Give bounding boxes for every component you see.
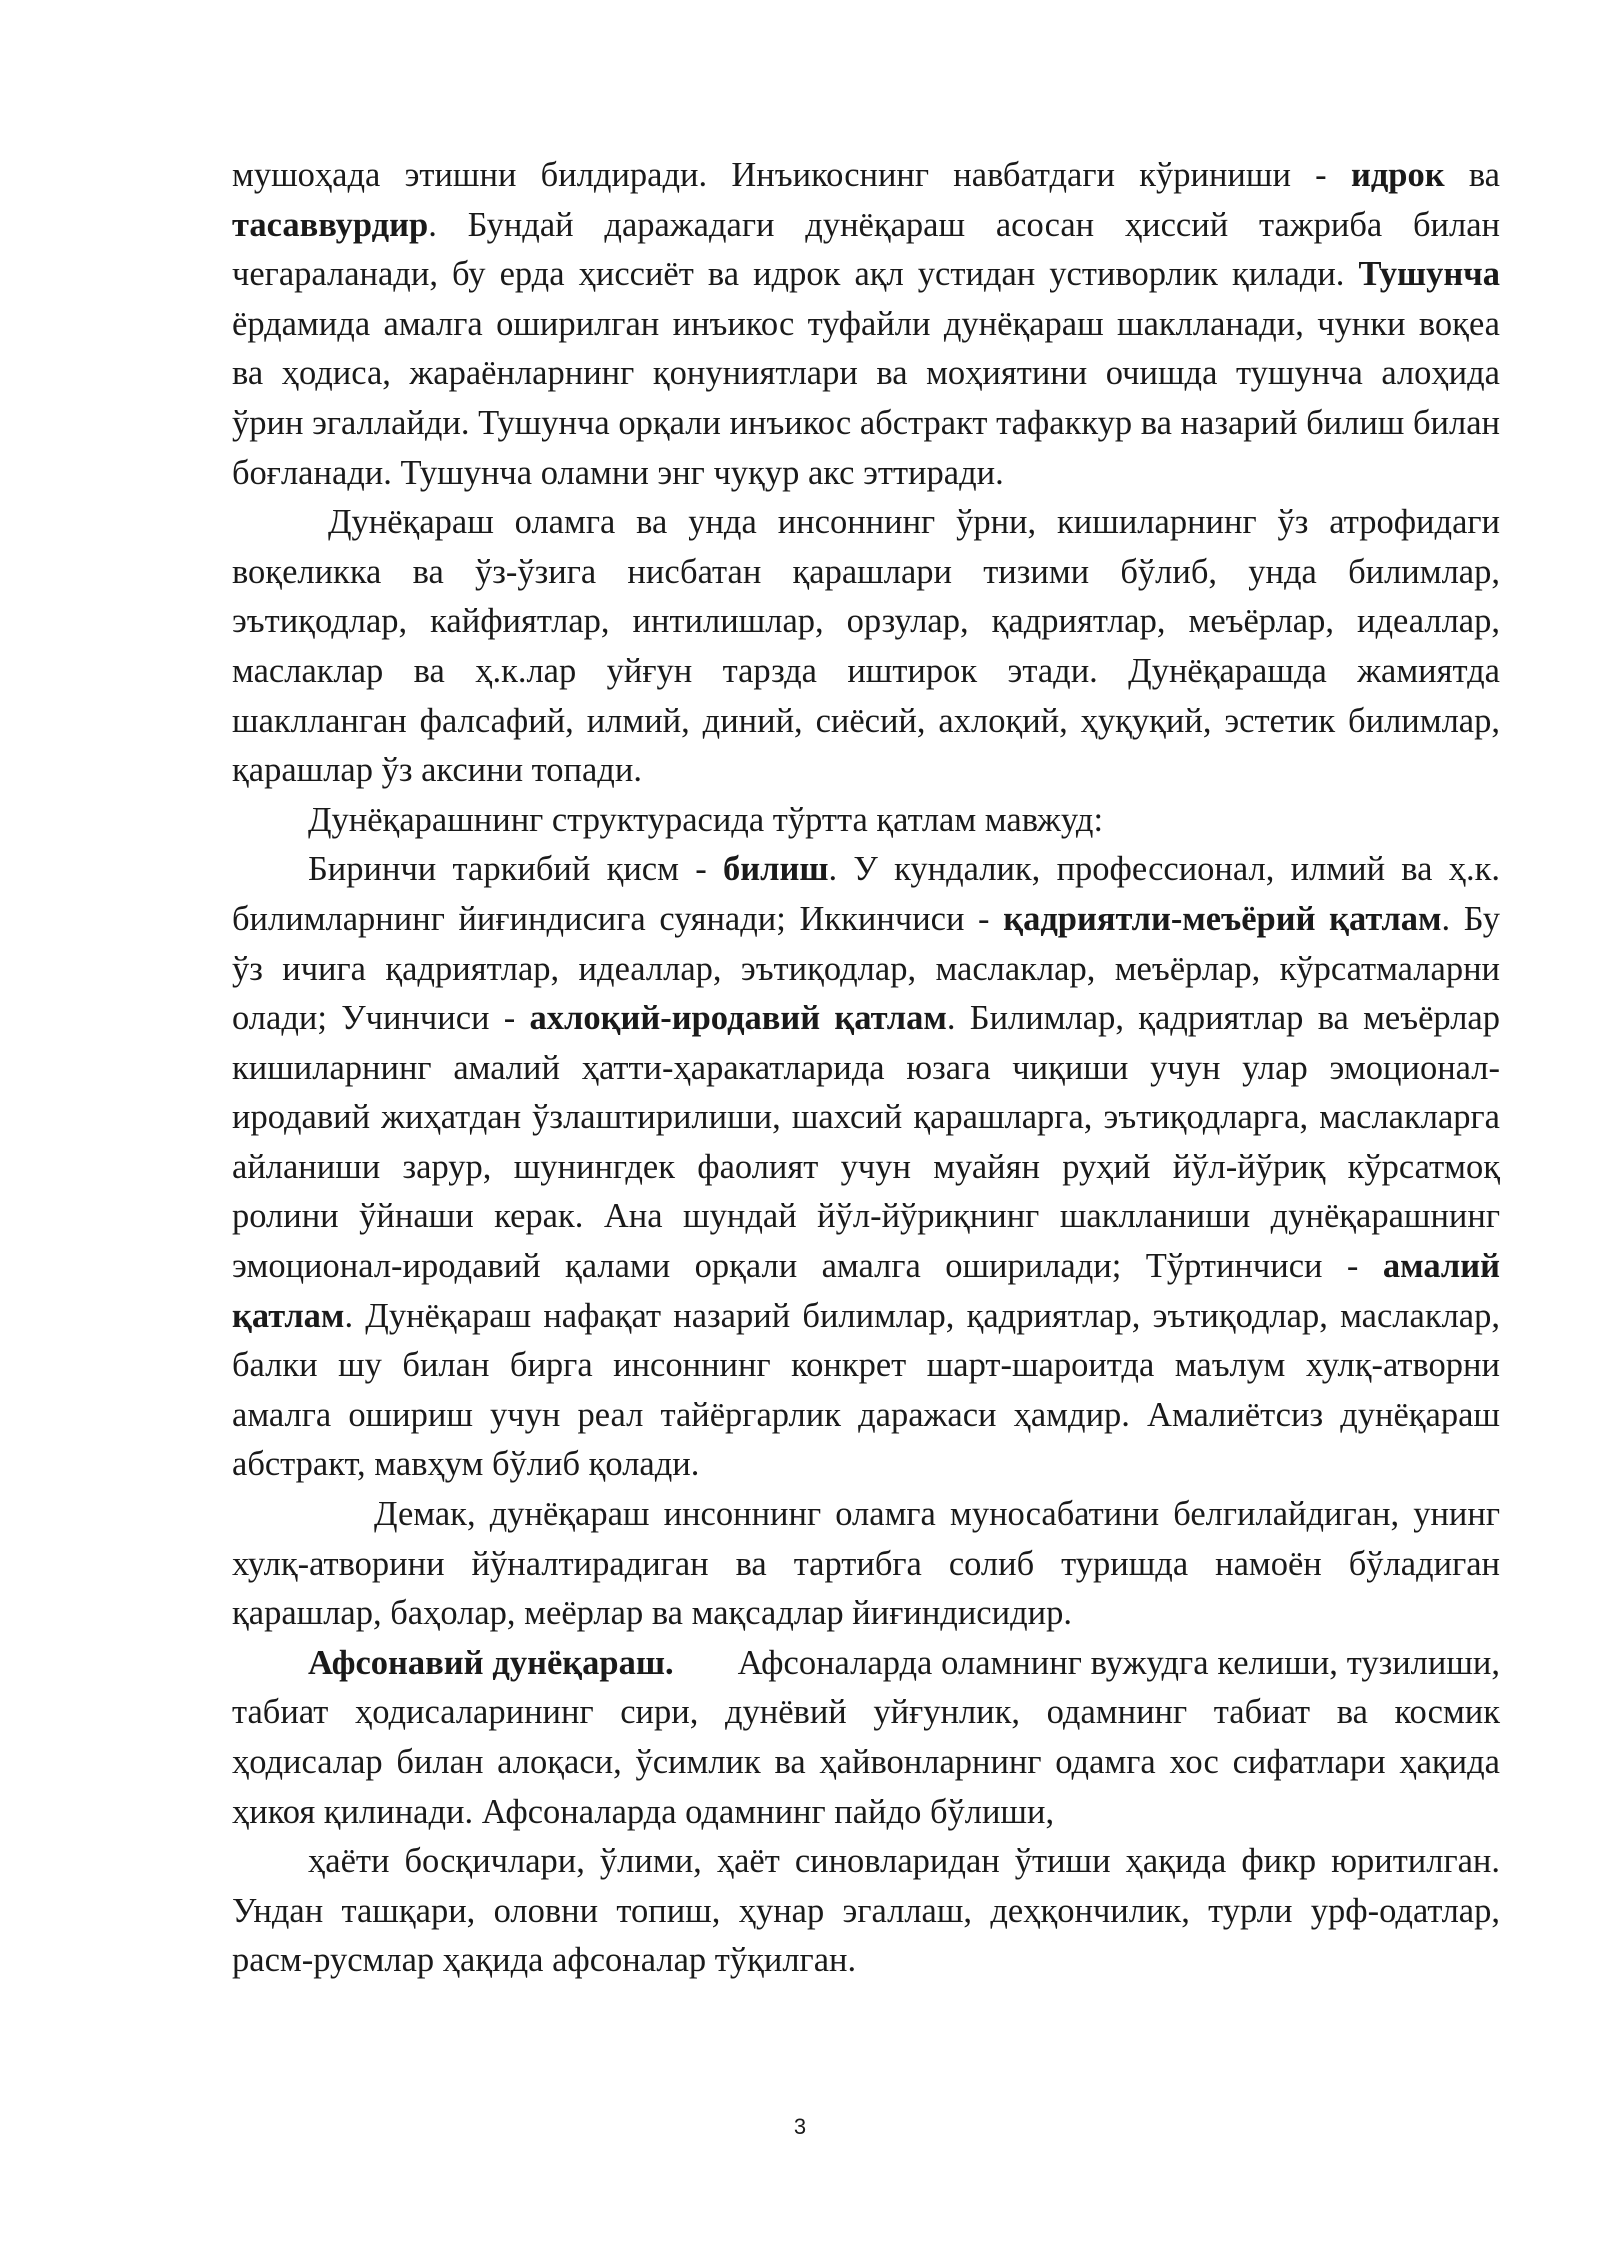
paragraph-2 [232, 498, 1500, 796]
text-run: . У кундалик, профессионал, илмий ва ҳ.к. билимларнинг йиғиндисига суянади; Иккинчиси - [232, 850, 1500, 938]
bold-term-idrok: идрок [1350, 156, 1445, 194]
paragraph-1 [232, 151, 1500, 498]
text-run: Дунёқараш оламга ва унда инсоннинг ўрни, кишиларнинг ўз атрофидаги воқеликка ва ўз-ўзига нисбатан қарашлари тизими бўлиб, унда билимлар, эътиқодлар, кайфиятлар, интилишлар, орзулар, қадриятлар, меъёрлар, идеаллар, маслаклар ва ҳ.к.лар уйғун тарзда иштирок этади. Дунёқарашда жамиятда шаклланган фалсафий, илмий, диний, сиёсий, ахлоқий, ҳуқуқий, эстетик билимлар, қарашлар ўз аксини топади. [232, 503, 1500, 790]
text-run: ҳаёти босқичлари, ўлими, ҳаёт синовларидан ўтиши ҳақида фикр юритилган. Ундан ташқари, оловни топиш, ҳунар эгаллаш, деҳқончилик, турли урф-одатлар, расм-русмлар ҳақида афсоналар тўқилган. [232, 1842, 1500, 1980]
text-run: ёрдамида амалга оширилган инъикос туфайли дунёқараш шаклланади, чунки воқеа ва ҳодиса, жараёнларнинг қонуниятлари ва моҳиятини очишда тушунча алоҳида ўрин эгаллайди. Тушунча орқали инъикос абстракт тафаккур ва назарий билиш билан боғланади. Тушунча оламни энг чуқур акс эттиради. [232, 304, 1500, 492]
text-run: . Билимлар, қадриятлар ва меъёрлар кишиларнинг амалий ҳатти-ҳаракатларида юзага чиқиши учун улар эмоционал-иродавий жиҳатдан ўзлаштирилиши, шахсий қарашларга, эътиқодларга, маслакларга айланиши зарур, шунингдек фаолият учун муайян руҳий йўл-йўриқ кўрсатмоқ ролини ўйнаши керак. Ана шундай йўл-йўриқнинг шаклланиши дунёқарашнинг эмоционал-иродавий қалами орқали амалга оширилади; Тўртинчиси - [232, 999, 1500, 1286]
text-run: Дунёқарашнинг структурасида тўртта қатлам мавжуд: [308, 800, 1104, 839]
bold-term-axloqiy-irodaviy: ахлоқий-иродавий қатлам [529, 999, 947, 1038]
bold-term-tasavvurdir: тасаввурдир [232, 205, 429, 244]
text-run: . Бундай даражадаги дунёқараш асосан ҳиссий тажриба билан чегараланади, бу ерда ҳиссиёт ва идрок ақл устидан устиворлик қилади. [232, 205, 1500, 294]
text-run: . Бу ўз ичига қадриятлар, идеаллар, эътиқодлар, маслаклар, меъёрлар, кўрсатмаларни олади; Учинчиси - [232, 899, 1501, 1038]
paragraph-7 [232, 1837, 1500, 1986]
text-run: ва [1444, 156, 1500, 194]
paragraph-6 [232, 1639, 1500, 1837]
text-run: Биринчи таркибий қисм - [308, 850, 723, 889]
paragraph-3 [232, 796, 1500, 846]
text-run: Афсоналарда оламнинг вужудга келиши, тузилиши, табиат ҳодисаларининг сири, дунёвий уйғунлик, одамнинг табиат ва космик ҳодисалар билан алоқаси, ўсимлик ва ҳайвонларнинг одамга хос сифатлари ҳақида ҳикоя қилинади. Афсоналарда одамнинг пайдо бўлиши, [232, 1643, 1500, 1831]
section-heading-afsonaviy: Афсонавий дунёқараш. [308, 1643, 674, 1682]
page-number: 3 [793, 2114, 807, 2139]
bold-term-bilish: билиш [722, 850, 829, 889]
bold-term-amaliy-qatlam: амалий қатлам [232, 1247, 1500, 1335]
bold-term-tushuncha: Тушунча [1358, 255, 1500, 294]
document-body [232, 151, 1500, 1986]
text-run: . Дунёқараш нафақат назарий билимлар, қадриятлар, эътиқодлар, маслаклар, балки шу билан бирга инсоннинг конкрет шарт-шароитда маълум хулқ-атворни амалга ошириш учун реал тайёргарлик даражаси ҳамдир. Амалиётсиз дунёқараш абстракт, мавҳум бўлиб қолади. [232, 1296, 1500, 1484]
bold-term-qadriyatli-meyoriy: қадриятли-меъёрий қатлам [1003, 899, 1442, 938]
text-run: Демак, дунёқараш инсоннинг оламга муносабатини белгилайдиган, унинг хулқ-атворини йўналтирадиган ва тартибга солиб туришда намоён бўладиган қарашлар, баҳолар, меёрлар ва мақсадлар йиғиндисидир. [232, 1495, 1500, 1633]
paragraph-5 [232, 1490, 1500, 1639]
paragraph-4 [232, 845, 1500, 1490]
text-run: мушоҳада этишни билдиради. Инъикоснинг навбатдаги кўриниши - [232, 156, 1351, 194]
